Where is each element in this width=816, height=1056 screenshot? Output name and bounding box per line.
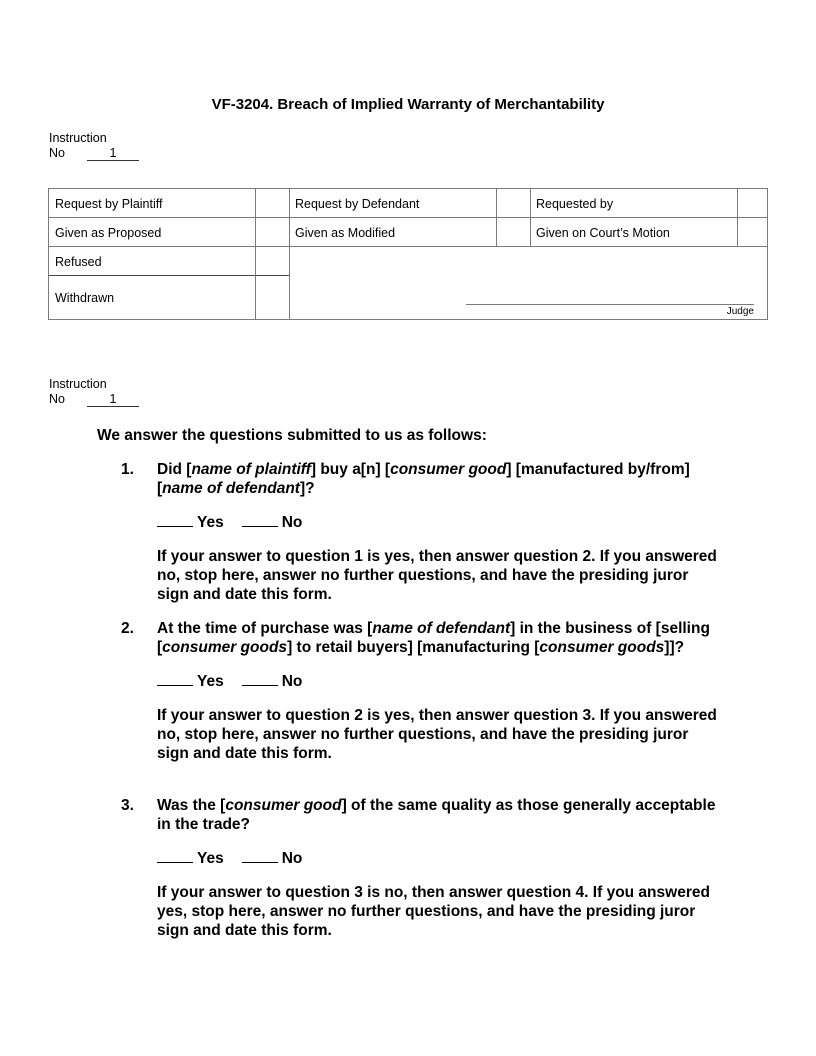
row-divider (49, 246, 767, 247)
withdrawn-label: Withdrawn (55, 291, 115, 305)
request-by-defendant-box[interactable] (497, 189, 530, 217)
given-on-courts-motion-label: Given on Court’s Motion (536, 226, 670, 240)
placeholder-text: consumer goods (162, 639, 288, 656)
instruction-no-value[interactable]: 1 (87, 393, 139, 407)
question-text-run: ] of the same quality as those generally acceptable in the trade? (157, 797, 716, 833)
question-3 (121, 796, 721, 940)
refused-box[interactable] (256, 247, 289, 275)
requested-by-box[interactable] (738, 189, 768, 217)
question-2 (121, 619, 721, 763)
question-text-run: Was the [ (157, 797, 226, 814)
request-by-defendant-label: Request by Defendant (295, 197, 420, 211)
yes-blank[interactable] (157, 861, 193, 863)
question-text-run: ]? (299, 480, 315, 497)
yes-no-answer (157, 849, 721, 868)
question-text (157, 619, 721, 657)
placeholder-text: name of plaintiff (191, 461, 311, 478)
request-by-plaintiff-box[interactable] (256, 189, 289, 217)
question-number: 1. (121, 461, 134, 478)
verdict-lead: We answer the questions submitted to us as follows: (97, 427, 487, 444)
yes-label: Yes (197, 673, 224, 690)
question-number: 2. (121, 620, 134, 637)
question-text-run: ] buy a[n] [ (310, 461, 391, 478)
question-text-run: At the time of purchase was [ (157, 620, 373, 637)
yes-blank[interactable] (157, 525, 193, 527)
given-on-courts-motion-box[interactable] (738, 218, 768, 246)
question-number: 3. (121, 797, 134, 814)
no-label: No (281, 673, 303, 690)
yes-no-answer (157, 513, 721, 532)
col-divider (530, 189, 531, 246)
follow-up-instruction: If your answer to question 2 is yes, then answer question 3. If you answered no, stop here, answer no further questions, and have the presiding juror sign and date this form. (157, 707, 717, 762)
given-as-modified-box[interactable] (497, 218, 530, 246)
instruction-no-value[interactable]: 1 (87, 147, 139, 161)
judge-label: Judge (726, 306, 754, 317)
placeholder-text: consumer good (390, 461, 507, 478)
follow-up-instruction: If your answer to question 3 is no, then answer question 4. If you answered yes, stop here, answer no further questions, and have the presiding juror sign and date this form. (157, 884, 710, 939)
placeholder-text: consumer goods (539, 639, 665, 656)
yes-label: Yes (197, 850, 224, 867)
instruction-number-top (49, 131, 139, 161)
instruction-no-label: No (49, 392, 65, 406)
no-label: No (281, 514, 303, 531)
placeholder-text: consumer good (225, 797, 342, 814)
requested-by-label: Requested by (536, 197, 614, 211)
row-divider (49, 275, 289, 276)
instruction-number-bottom (49, 377, 139, 407)
instruction-no-label: No (49, 146, 65, 160)
question-text-run: ] to retail buyers] [manufacturing [ (287, 639, 540, 656)
placeholder-text: name of defendant (162, 480, 300, 497)
instruction-label: Instruction (49, 131, 107, 145)
question-text-run: Did [ (157, 461, 192, 478)
yes-blank[interactable] (157, 684, 193, 686)
given-as-modified-label: Given as Modified (295, 226, 396, 240)
disposition-table (48, 188, 768, 320)
row-divider (49, 217, 767, 218)
yes-label: Yes (197, 514, 224, 531)
question-text (157, 460, 721, 498)
question-text (157, 796, 721, 834)
withdrawn-box[interactable] (256, 276, 289, 319)
refused-label: Refused (55, 255, 102, 269)
no-label: No (281, 850, 303, 867)
follow-up-instruction: If your answer to question 1 is yes, then answer question 2. If you answered no, stop here, answer no further questions, and have the presiding juror sign and date this form. (157, 548, 717, 603)
request-by-plaintiff-label: Request by Plaintiff (55, 197, 163, 211)
yes-no-answer (157, 672, 721, 691)
question-1 (121, 460, 721, 604)
no-blank[interactable] (242, 861, 278, 863)
given-as-proposed-label: Given as Proposed (55, 226, 162, 240)
document-title: VF-3204. Breach of Implied Warranty of Merchantability (211, 96, 605, 113)
question-text-run: ] [manufactured by/from] [ (157, 461, 690, 497)
instruction-label: Instruction (49, 377, 107, 391)
judge-signature-line[interactable] (466, 304, 754, 305)
no-blank[interactable] (242, 684, 278, 686)
placeholder-text: name of defendant (372, 620, 511, 637)
col-divider (289, 189, 290, 319)
question-text-run: ] in the business of [selling [ (157, 620, 710, 656)
given-as-proposed-box[interactable] (256, 218, 289, 246)
no-blank[interactable] (242, 525, 278, 527)
question-text-run: ]]? (664, 639, 685, 656)
